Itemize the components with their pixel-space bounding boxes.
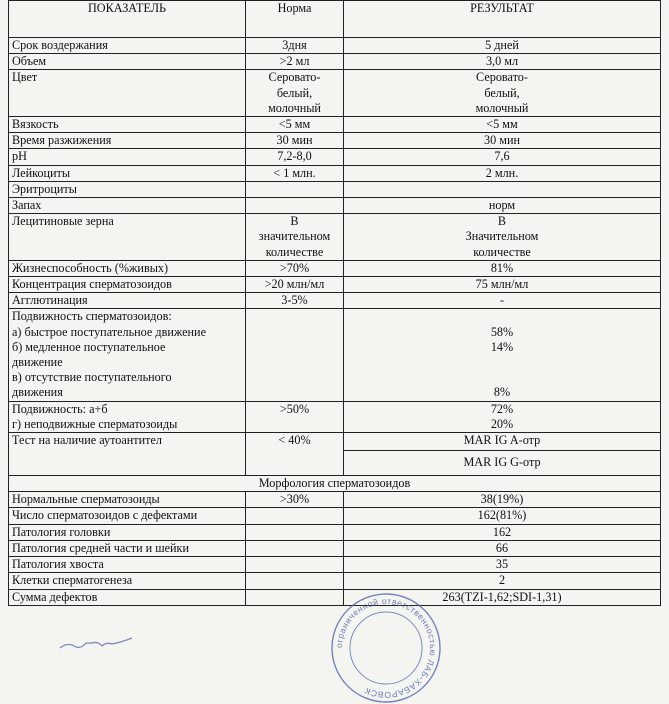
table-row <box>9 540 661 556</box>
row-result: 263(TZI-1,62;SDI-1,31) <box>344 589 661 605</box>
row-norm <box>246 524 344 540</box>
row-norm <box>246 198 344 214</box>
row-result: 2 млн. <box>344 165 661 181</box>
table-row <box>9 277 661 293</box>
row-result: 7,6 <box>344 149 661 165</box>
row-norm: 30 мин <box>246 133 344 149</box>
row-norm: 7,2-8,0 <box>246 149 344 165</box>
row-result-g: MAR IG G-отр <box>344 451 661 476</box>
row-name: Концентрация сперматозоидов <box>9 277 246 293</box>
table-body <box>9 38 661 309</box>
row-norm: < 1 млн. <box>246 165 344 181</box>
row-result: - <box>344 293 661 309</box>
row-norm: >70% <box>246 260 344 276</box>
row-norm <box>246 309 344 401</box>
morphology-title: Морфология сперматозоидов <box>9 476 661 492</box>
table-row <box>9 117 661 133</box>
table-row <box>9 508 661 524</box>
row-name: Клетки сперматогенеза <box>9 573 246 589</box>
row-result: <5 мм <box>344 117 661 133</box>
row-result: 66 <box>344 540 661 556</box>
row-name: Число сперматозоидов с дефектами <box>9 508 246 524</box>
header-indicator: ПОКАЗАТЕЛЬ <box>9 1 246 38</box>
row-norm <box>246 181 344 197</box>
row-name: Агглютинация <box>9 293 246 309</box>
row-result: В Значительном количестве <box>344 214 661 261</box>
row-name: Патология средней части и шейки <box>9 540 246 556</box>
row-name: Жизнеспособность (%живых) <box>9 260 246 276</box>
table-row <box>9 260 661 276</box>
table-row <box>9 293 661 309</box>
row-result: 30 мин <box>344 133 661 149</box>
row-norm: 3дня <box>246 38 344 54</box>
row-result: 38(19%) <box>344 492 661 508</box>
table-row <box>9 589 661 605</box>
row-name: Эритроциты <box>9 181 246 197</box>
row-name: Подвижность сперматозоидов: а) быстрое поступательное движение б) медленное поступательное движение в) отсутствие поступательного движения <box>9 309 246 401</box>
row-name: Срок воздержания <box>9 38 246 54</box>
table-row <box>9 70 661 117</box>
row-result-a: MAR IG A-отр <box>344 433 661 451</box>
row-norm <box>246 508 344 524</box>
table-row <box>9 165 661 181</box>
row-result: Серовато- белый, молочный <box>344 70 661 117</box>
table-header-row <box>9 1 661 38</box>
row-name: Запах <box>9 198 246 214</box>
row-name: Цвет <box>9 70 246 117</box>
row-norm: >50% <box>246 401 344 432</box>
row-result: 5 дней <box>344 38 661 54</box>
stamp-seal <box>330 592 442 704</box>
svg-text:ограниченной ответственностью <box>334 596 438 700</box>
row-result: 162 <box>344 524 661 540</box>
row-norm: >2 мл <box>246 54 344 70</box>
row-result: 35 <box>344 557 661 573</box>
table-row <box>9 433 661 451</box>
row-name: Сумма дефектов <box>9 589 246 605</box>
table-row <box>9 198 661 214</box>
row-name: Лецитиновые зерна <box>9 214 246 261</box>
row-name: pH <box>9 149 246 165</box>
row-norm: < 40% <box>246 433 344 476</box>
row-norm <box>246 540 344 556</box>
row-norm: В значительном количестве <box>246 214 344 261</box>
row-result: 162(81%) <box>344 508 661 524</box>
row-norm <box>246 573 344 589</box>
row-result <box>344 181 661 197</box>
stamp-text: ограниченной ответственностью ЛАБ-ХАБАРОВСК <box>333 595 439 701</box>
row-result: 72% 20% <box>344 401 661 432</box>
row-norm: 3-5% <box>246 293 344 309</box>
semen-analysis-table <box>8 0 661 606</box>
motility-section <box>9 309 661 492</box>
row-result: 2 <box>344 573 661 589</box>
morphology-title-row <box>9 476 661 492</box>
signature-mark <box>20 630 220 650</box>
table-row <box>9 133 661 149</box>
table-row <box>9 492 661 508</box>
row-result: 3,0 мл <box>344 54 661 70</box>
table-row <box>9 573 661 589</box>
row-name: Нормальные сперматозоиды <box>9 492 246 508</box>
row-result: 75 млн/мл <box>344 277 661 293</box>
header-result: РЕЗУЛЬТАТ <box>344 1 661 38</box>
table-row <box>9 181 661 197</box>
table-row <box>9 38 661 54</box>
table-row <box>9 149 661 165</box>
row-name: Объем <box>9 54 246 70</box>
morphology-body <box>9 492 661 605</box>
row-norm: >20 млн/мл <box>246 277 344 293</box>
row-norm <box>246 557 344 573</box>
table-row <box>9 524 661 540</box>
header-norm: Норма <box>246 1 344 38</box>
row-name: Тест на наличие аутоантител <box>9 433 246 476</box>
row-norm: Серовато- белый, молочный <box>246 70 344 117</box>
row-name: Лейкоциты <box>9 165 246 181</box>
row-result: 58% 14% 8% <box>344 309 661 401</box>
row-name: Патология хвоста <box>9 557 246 573</box>
table-row <box>9 214 661 261</box>
row-norm: >30% <box>246 492 344 508</box>
row-name: Патология головки <box>9 524 246 540</box>
row-name: Подвижность: а+б г) неподвижные сперматозоиды <box>9 401 246 432</box>
table-row <box>9 54 661 70</box>
table-row <box>9 309 661 401</box>
table-row <box>9 401 661 432</box>
row-norm <box>246 589 344 605</box>
row-result: норм <box>344 198 661 214</box>
table-row <box>9 557 661 573</box>
row-norm: <5 мм <box>246 117 344 133</box>
row-name: Время разжижения <box>9 133 246 149</box>
row-result: 81% <box>344 260 661 276</box>
row-name: Вязкость <box>9 117 246 133</box>
